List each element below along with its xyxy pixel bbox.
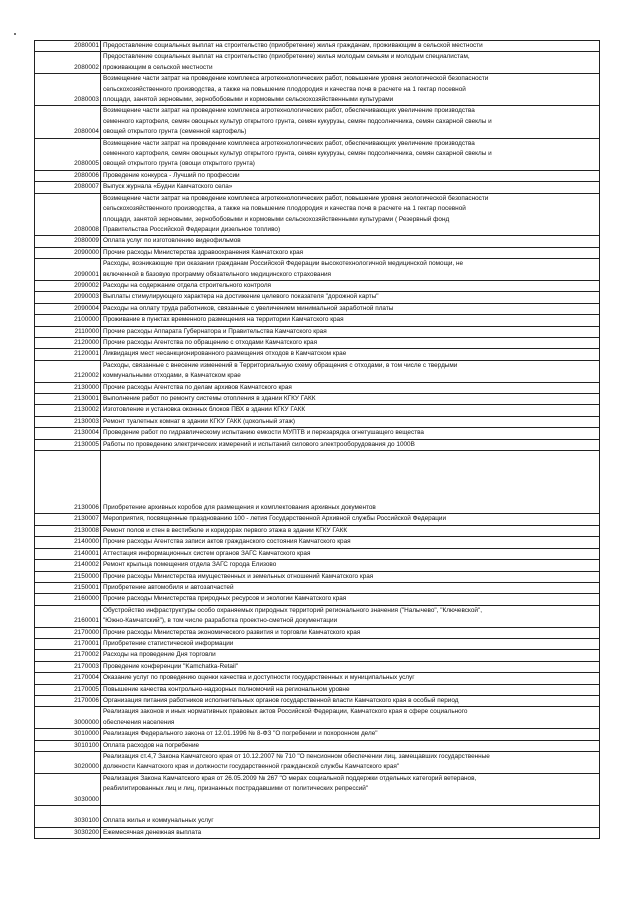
table-row	[35, 560, 600, 571]
description-line: Возмещение части затрат на проведение комплекса агротехнологических работ, обеспечивающих увеличение производства	[103, 139, 475, 147]
table-row	[35, 439, 600, 450]
description-line: Выплаты стимулирующего характера на достижение целевого показателя "дорожной карты"	[103, 293, 379, 301]
table-row	[35, 627, 600, 638]
description-line: обеспечения населения	[103, 718, 175, 726]
row-code: 2130007	[35, 514, 101, 525]
description-line: Аттестация информационных систем органов ЗАГС Камчатского края	[103, 549, 311, 557]
description-line: должности Камчатского края и должности государственной гражданской службы Камчатского края"	[103, 763, 400, 771]
row-code: 2130001	[35, 394, 101, 405]
table-row	[35, 405, 600, 416]
table-row	[35, 827, 600, 838]
description-line	[103, 472, 597, 482]
row-description	[101, 360, 600, 382]
table-row	[35, 303, 600, 314]
row-description	[101, 560, 600, 571]
row-code: 3020000	[35, 752, 101, 774]
row-code: 2140002	[35, 560, 101, 571]
table-row	[35, 193, 600, 236]
row-description	[101, 752, 600, 774]
description-line: площади, занятой зерновыми, зернобобовыми и кормовыми сельскохозяйственными культурами ( Резервный фонд	[103, 215, 450, 223]
row-code: 2120001	[35, 349, 101, 360]
row-description	[101, 193, 600, 236]
description-line: Прочие расходы Министерства имущественных и земельных отношений Камчатского края	[103, 572, 374, 580]
table-row	[35, 138, 600, 170]
row-code: 2130002	[35, 405, 101, 416]
row-description	[101, 661, 600, 672]
row-description	[101, 236, 600, 247]
description-line: семенного картофеля, семян овощных культур открытого грунта, семян кукурузы, семян подсолнечника, семян сахарной свеклы и	[103, 150, 492, 158]
row-description	[101, 548, 600, 559]
row-description	[101, 52, 600, 74]
description-line: Оплата расходов на погребение	[103, 741, 200, 749]
description-line: Возмещение части затрат на проведение комплекса агротехнологических работ, повышение уровня экологической безопасности	[103, 194, 489, 202]
row-description	[101, 627, 600, 638]
row-code: 3000000	[35, 707, 101, 729]
table-row	[35, 684, 600, 695]
description-line: Обустройство инфраструктуры особо охраняемых природных территорий регионального значения ("Налычево", "Ключевской",	[103, 606, 483, 614]
row-description	[101, 394, 600, 405]
row-description	[101, 827, 600, 838]
description-line: Возмещение части затрат на проведение комплекса агротехнологических работ, обеспечивающих увеличение производства	[103, 107, 475, 115]
description-line: Расходы на оплату труда работников, связанные с увеличением минимальной заработной платы	[103, 304, 394, 312]
description-line: Прочие расходы Министерства природных ресурсов и экологии Камчатского края	[103, 595, 347, 603]
description-line: Расходы, связанные с внесение изменений в Территориальную схему обращения с отходами, в том числе с твердыми	[103, 361, 458, 369]
description-line: Прочие расходы Аппарата Губернатора и Правительства Камчатского края	[103, 327, 327, 335]
description-line: Ликвидация мест несанкционированного размещения отходов в Камчатском крае	[103, 350, 347, 358]
table-row	[35, 582, 600, 593]
table-row	[35, 729, 600, 740]
row-code: 2170003	[35, 661, 101, 672]
row-description	[101, 247, 600, 258]
description-line	[103, 795, 597, 805]
table-row	[35, 428, 600, 439]
row-description	[101, 773, 600, 805]
description-line: Изготовление и установка оконных блоков ПВХ в здании КГКУ ГАКК	[103, 406, 306, 414]
row-description	[101, 684, 600, 695]
table-row	[35, 170, 600, 181]
row-description	[101, 525, 600, 536]
table-row	[35, 740, 600, 751]
row-code: 2090004	[35, 303, 101, 314]
description-line: площади, занятой зерновыми, зернобобовыми и кормовыми сельскохозяйственными культурами	[103, 96, 394, 104]
row-description	[101, 451, 600, 514]
row-description	[101, 303, 600, 314]
table-row	[35, 52, 600, 74]
row-description	[101, 170, 600, 181]
description-line: реабилитированных лиц и лиц, признанных пострадавшими от политических репрессий"	[103, 785, 369, 793]
description-line: коммунальными отходами, в Камчатском крае	[103, 372, 241, 380]
row-description	[101, 537, 600, 548]
row-code: 2170001	[35, 638, 101, 649]
table-row	[35, 661, 600, 672]
row-description	[101, 349, 600, 360]
budget-code-table	[34, 40, 600, 839]
table-row	[35, 451, 600, 514]
row-code: 2170000	[35, 627, 101, 638]
row-code: 2080006	[35, 170, 101, 181]
description-line: Прочие расходы Министерства здравоохранения Камчатского края	[103, 248, 304, 256]
row-description	[101, 259, 600, 281]
description-line: Расходы на проведение Дня торговли	[103, 651, 216, 659]
row-description	[101, 416, 600, 427]
row-code: 2080004	[35, 106, 101, 138]
row-description	[101, 571, 600, 582]
description-line	[103, 451, 597, 461]
row-code: 2170005	[35, 684, 101, 695]
row-code: 3030100	[35, 806, 101, 828]
description-line: Прочие расходы Агентства по делам архивов Камчатского края	[103, 383, 292, 391]
description-line: Предоставление социальных выплат на строительство (приобретение) жилья молодым семьям и молодым специалистам,	[103, 53, 470, 61]
description-line: овощей открытого грунта (овощи открытого грунта)	[103, 160, 255, 168]
description-line: Реализация Закона Камчатского края от 26.05.2009 № 267 "О мерах социальной поддержки отдельных категорий ветеранов,	[103, 774, 477, 782]
row-code: 2080008	[35, 193, 101, 236]
description-line: Проведение конференции "Kamchatka-Retail"	[103, 662, 239, 670]
row-description	[101, 650, 600, 661]
description-line: "Южно-Камчатский"), в том числе разработка проектно-сметной документации	[103, 617, 338, 625]
row-code: 2120002	[35, 360, 101, 382]
row-code: 2120000	[35, 337, 101, 348]
description-line: включенной в базовую программу обязательного медицинского страхования	[103, 270, 332, 278]
table-row	[35, 695, 600, 706]
row-description	[101, 729, 600, 740]
description-line	[103, 482, 597, 492]
description-line: Проведение конкурса - Лучший по профессии	[103, 171, 240, 179]
row-description	[101, 605, 600, 627]
table-row	[35, 292, 600, 303]
row-description	[101, 673, 600, 684]
table-row	[35, 394, 600, 405]
row-code: 2080007	[35, 182, 101, 193]
description-line: Работы по проведению электрических измерений и испытаний силового электрооборудования до 1000В	[103, 440, 415, 448]
row-description	[101, 182, 600, 193]
row-description	[101, 638, 600, 649]
description-line: Прочие расходы Министерства экономического развития и торговли Камчатского края	[103, 628, 361, 636]
description-line: Приобретение статистической информации	[103, 639, 234, 647]
row-code: 2160000	[35, 594, 101, 605]
table-row	[35, 605, 600, 627]
row-code: 2090001	[35, 259, 101, 281]
row-description	[101, 582, 600, 593]
row-code: 2100000	[35, 315, 101, 326]
description-line: Расходы на содержание отдела строительного контроля	[103, 281, 272, 289]
description-line: Предоставление социальных выплат на строительство (приобретение) жилья гражданам, проживающим в сельской местности	[103, 42, 483, 49]
row-description	[101, 806, 600, 828]
row-description	[101, 326, 600, 337]
row-description	[101, 138, 600, 170]
row-code: 2130003	[35, 416, 101, 427]
table-row	[35, 182, 600, 193]
description-line: Выполнение работ по ремонту системы отопления в здании КГКУ ГАКК	[103, 395, 316, 402]
table-row	[35, 673, 600, 684]
row-description	[101, 695, 600, 706]
row-code: 2080003	[35, 74, 101, 106]
table-row	[35, 806, 600, 828]
table-row	[35, 349, 600, 360]
table-row	[35, 326, 600, 337]
description-line: Реализация законов и иных нормативных правовых актов Российской Федерации, Камчатского края в сфере социального	[103, 708, 468, 716]
row-description	[101, 707, 600, 729]
table-body	[35, 41, 600, 839]
description-line: Мероприятия, посвященные празднованию 100 - летия Государственной Архивной службы Российской Федерации	[103, 515, 447, 523]
table-row	[35, 707, 600, 729]
description-line: Реализация Федерального закона от 12.01.1996 № 8-ФЗ "О погребении и похоронном деле"	[103, 730, 378, 738]
description-line: Ремонт туалетных комнат в здании КГКУ ГАКК (цокольный этаж)	[103, 417, 295, 425]
description-line	[103, 806, 597, 816]
table-row	[35, 247, 600, 258]
row-description	[101, 337, 600, 348]
description-line: Выпуск журнала «Будни Камчатского села»	[103, 183, 233, 191]
row-description	[101, 514, 600, 525]
row-description	[101, 439, 600, 450]
table-row	[35, 514, 600, 525]
description-line: Организация питания работников исполнительных органов государственной власти Камчатского края в особый период	[103, 696, 459, 704]
table-row	[35, 773, 600, 805]
row-code: 2130004	[35, 428, 101, 439]
table-row	[35, 548, 600, 559]
description-line: Ежемесячная денежная выплата	[103, 828, 202, 836]
row-description	[101, 315, 600, 326]
table-row	[35, 382, 600, 393]
description-line: овощей открытого грунта (семенной картофель)	[103, 128, 247, 136]
row-code: 3010100	[35, 740, 101, 751]
description-line: сельскохозяйственного производства, а также на повышение плодородия и качества почв в расчете на 1 гектар посевной	[103, 205, 466, 213]
description-line: Оказание услуг по проведению оценки качества и доступности государственных и муниципальных услуг	[103, 674, 415, 682]
description-line: Реализация ст.4,7 Закона Камчатского края от 10.12.2007 № 710 "О пенсионном обеспечении лиц, замещавших государственные	[103, 753, 490, 760]
table-row	[35, 416, 600, 427]
row-code: 2140001	[35, 548, 101, 559]
table-row	[35, 525, 600, 536]
description-line: Приобретение автомобиля и автозапчастей	[103, 583, 234, 591]
table-row	[35, 236, 600, 247]
table-row	[35, 752, 600, 774]
row-code: 2130008	[35, 525, 101, 536]
description-line: Приобретение архивных коробов для размещения и комплектования архивных документов	[103, 504, 376, 512]
description-line	[103, 493, 597, 503]
row-code: 2130005	[35, 439, 101, 450]
row-description	[101, 292, 600, 303]
row-code: 3030000	[35, 773, 101, 805]
row-code: 3010000	[35, 729, 101, 740]
description-line: Прочие расходы Агентства записи актов гражданского состояния Камчатского края	[103, 538, 351, 546]
table-row	[35, 638, 600, 649]
description-line: Ремонт крыльца помещения отдела ЗАГС города Елизово	[103, 561, 277, 569]
table-row	[35, 650, 600, 661]
row-code: 2080002	[35, 52, 101, 74]
row-description	[101, 106, 600, 138]
row-description	[101, 280, 600, 291]
description-line: Повышение качества контрольно-надзорных полномочий на региональном уровне	[103, 685, 350, 693]
row-description	[101, 405, 600, 416]
row-code: 2160001	[35, 605, 101, 627]
description-line: сельскохозяйственного производства, а также на повышение плодородия и качества почв в расчете на 1 гектар посевной	[103, 85, 466, 93]
description-line: Возмещение части затрат на проведение комплекса агротехнологических работ, повышение уровня экологической безопасности	[103, 75, 489, 83]
row-code: 2150000	[35, 571, 101, 582]
description-line: семенного картофеля, семян овощных культур открытого грунта, семян кукурузы, семян подсолнечника, семян сахарной свеклы и	[103, 117, 492, 125]
row-code: 2090003	[35, 292, 101, 303]
row-code: 2140000	[35, 537, 101, 548]
table-row	[35, 337, 600, 348]
row-description	[101, 594, 600, 605]
row-code: 2170006	[35, 695, 101, 706]
description-line: Оплата жилья и коммунальных услуг	[103, 817, 214, 825]
row-description	[101, 428, 600, 439]
table-row	[35, 259, 600, 281]
table-row	[35, 74, 600, 106]
description-line: Проведение работ по гидравлическому испытанию емкости МУПТВ и перезарядка огнетушащего вещества	[103, 429, 424, 437]
row-code: 2090000	[35, 247, 101, 258]
row-code: 2130000	[35, 382, 101, 393]
description-line: Оплата услуг по изготовлению видеофильмов	[103, 237, 241, 245]
row-code: 2130006	[35, 451, 101, 514]
description-line: Прочие расходы Агентства по обращению с отходами Камчатского края	[103, 338, 318, 346]
row-description	[101, 74, 600, 106]
description-line: Ремонт полов и стен в вестибюле и коридорах первого этажа в здании КГКУ ГАКК	[103, 526, 348, 534]
row-code: 2080005	[35, 138, 101, 170]
table-row	[35, 594, 600, 605]
table-row	[35, 315, 600, 326]
row-description	[101, 740, 600, 751]
row-code: 3030200	[35, 827, 101, 838]
description-line: Проживание в пунктах временного размещения на территории Камчатского края	[103, 316, 344, 324]
row-code: 2080009	[35, 236, 101, 247]
table-row	[35, 41, 600, 52]
row-code: 2170002	[35, 650, 101, 661]
row-code: 2110000	[35, 326, 101, 337]
table-row	[35, 571, 600, 582]
row-description	[101, 382, 600, 393]
table-row	[35, 360, 600, 382]
description-line	[103, 461, 597, 471]
description-line: Расходы, возникающие при оказании гражданам Российской Федерации высокотехнологичной медицинской помощи, не	[103, 260, 464, 268]
table-row	[35, 537, 600, 548]
row-code: 2150001	[35, 582, 101, 593]
description-line: Правительства Российской Федерации дизельное топливо)	[103, 225, 281, 233]
table-row	[35, 280, 600, 291]
scan-speck	[14, 33, 16, 35]
row-code: 2080001	[35, 41, 101, 52]
table-row	[35, 106, 600, 138]
row-code: 2170004	[35, 673, 101, 684]
row-code: 2090002	[35, 280, 101, 291]
description-line: проживающим в сельской местности	[103, 63, 213, 71]
row-description	[101, 41, 600, 52]
